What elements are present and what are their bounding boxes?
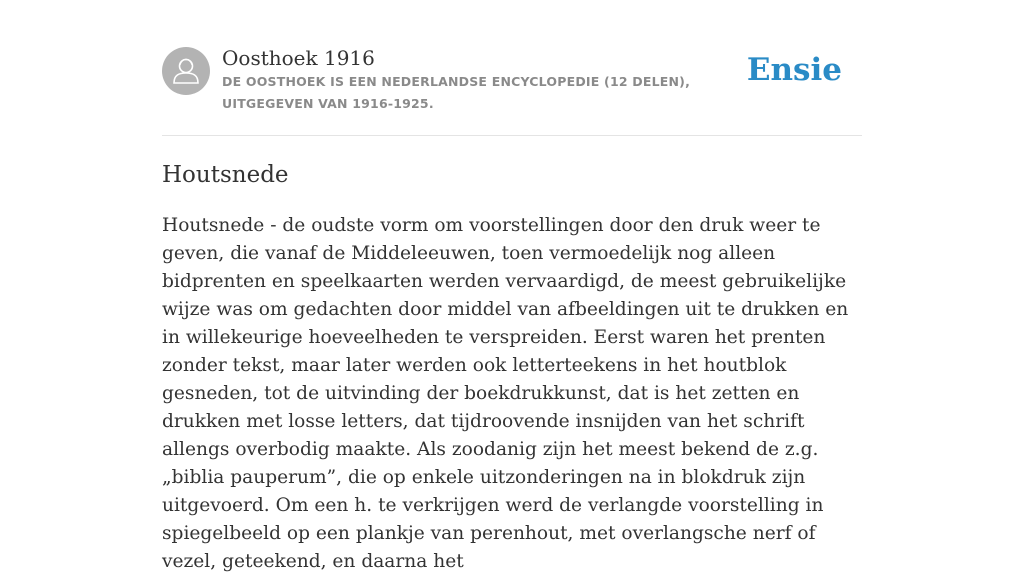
header-divider [162, 135, 862, 136]
source-title[interactable]: Oosthoek 1916 [222, 46, 375, 70]
ensie-logo[interactable]: Ensie [746, 52, 842, 88]
source-avatar[interactable] [162, 47, 210, 95]
article-body: Houtsnede - de oudste vorm om voorstellingen door den druk weer te geven, die vanaf de Middeleeuwen, toen vermoedelijk nog alleen bidprenten en speelkaarten werden vervaardigd, de meest gebruikelijke wijze was om gedachten door middel van afbeeldingen uit te drukken en in willekeurige hoeveelheden te verspreiden. Eerst waren het prenten zonder tekst, maar later werden ook letterteekens in het houtblok gesneden, tot de uitvinding der boekdrukkunst, dat is het zetten en drukken met losse letters, dat tijdroovende insnijden van het schrift allengs overbodig maakte. Als zoodanig zijn het meest bekend de z.g. „biblia pauperum”, die op enkele uitzonderingen na in blokdruk zijn uitgevoerd. Om een h. te verkrijgen werd de verlangde voorstelling in spiegelbeeld op een plankje van perenhout, met overlangsche nerf of vezel, geteekend, en daarna het [162, 215, 849, 572]
user-avatar-icon [162, 47, 210, 95]
source-header [162, 0, 862, 136]
article-title: Houtsnede [162, 162, 289, 188]
source-description: DE OOSTHOEK IS EEN NEDERLANDSE ENCYCLOPEDIE (12 DELEN), UITGEGEVEN VAN 1916-1925. [222, 74, 691, 111]
